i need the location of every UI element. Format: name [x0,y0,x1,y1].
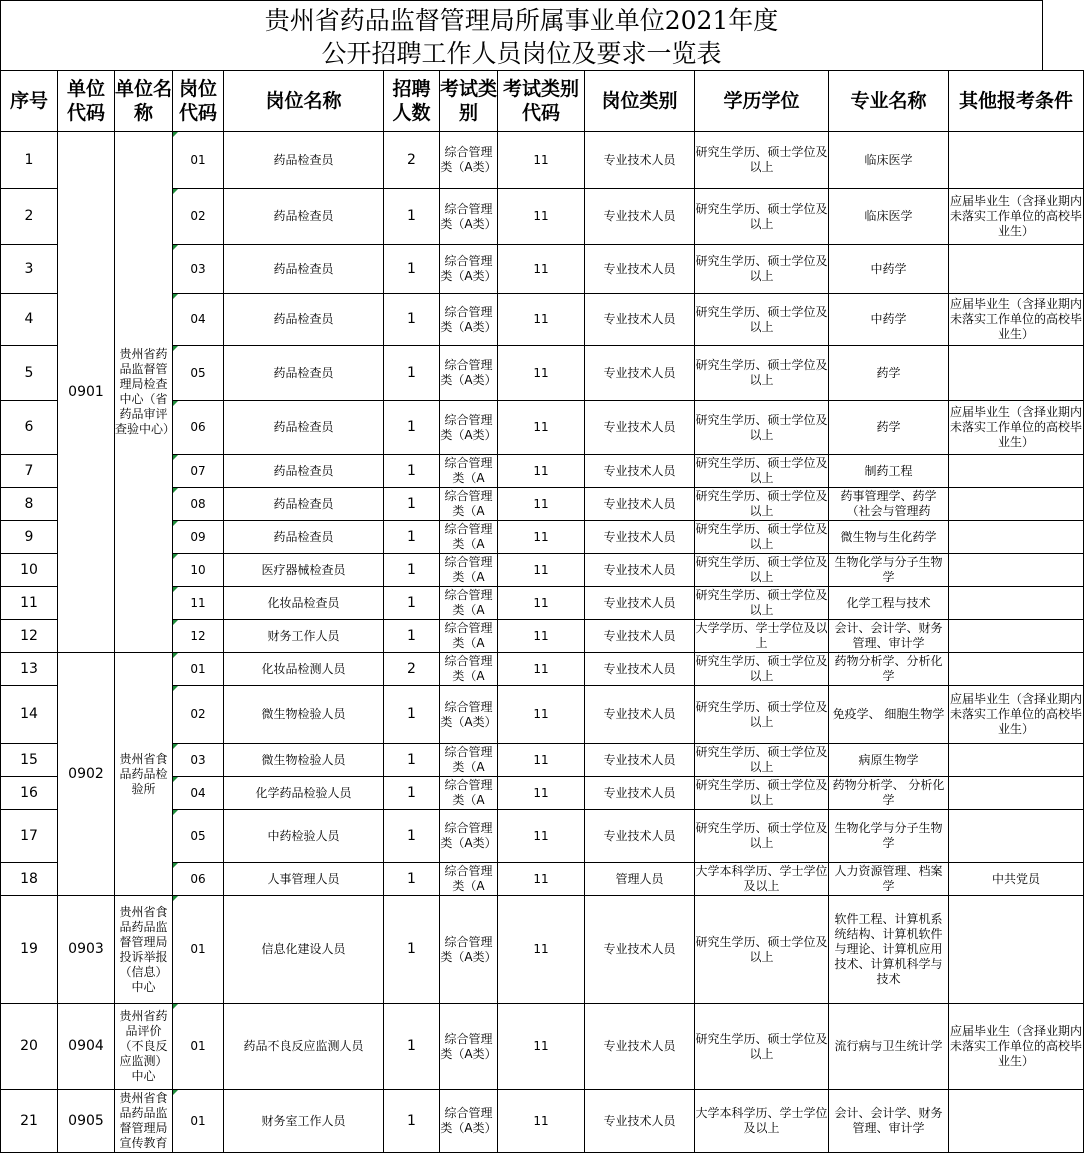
post-code-cell: 04 [173,777,224,810]
post-type-cell: 专业技术人员 [585,686,695,744]
exam-type-cell: 综合管理类（A类） [440,686,498,744]
post-code-cell: 06 [173,863,224,896]
unit-name-text: 贵州省食品药品检验所 [119,751,168,796]
post-code-cell: 11 [173,587,224,620]
degree-cell: 研究生学历、硕士学位及以上 [695,554,829,587]
post-name-cell: 药品检查员 [224,521,384,554]
post-name-cell: 药品检查员 [224,346,384,401]
other-requirements-cell [949,521,1084,554]
other-requirements-cell [949,744,1084,777]
major-cell: 药事管理学、药学（社会与管理药 [829,488,949,521]
post-code-cell: 03 [173,245,224,294]
degree-cell: 研究生学历、硕士学位及以上 [695,810,829,863]
post-code-cell: 10 [173,554,224,587]
other-requirements-cell [949,777,1084,810]
exam-code-cell: 11 [498,896,585,1004]
headcount-cell: 1 [384,587,440,620]
other-requirements-cell [949,488,1084,521]
post-code-cell: 01 [173,132,224,189]
post-type-cell: 管理人员 [585,863,695,896]
exam-type-cell: 综合管理类（A [440,653,498,686]
exam-code-cell: 11 [498,401,585,455]
post-type-cell: 专业技术人员 [585,653,695,686]
header-cell: 单位代码 [58,71,115,132]
other-requirements-cell [949,455,1084,488]
post-type-cell: 专业技术人员 [585,587,695,620]
exam-type-cell: 综合管理类（A类） [440,1004,498,1090]
header-cell: 学历学位 [695,71,829,132]
degree-cell: 研究生学历、硕士学位及以上 [695,686,829,744]
exam-type-cell: 综合管理类（A类） [440,401,498,455]
headcount-cell: 2 [384,653,440,686]
exam-type-cell: 综合管理类（A [440,744,498,777]
major-cell: 流行病与卫生统计学 [829,1004,949,1090]
post-name-cell: 人事管理人员 [224,863,384,896]
degree-cell: 研究生学历、硕士学位及以上 [695,587,829,620]
major-cell: 生物化学与分子生物学 [829,810,949,863]
exam-code-cell: 11 [498,554,585,587]
degree-cell: 大学本科学历、学士学位及以上 [695,863,829,896]
header-cell: 招聘人数 [384,71,440,132]
seq-cell: 2 [1,189,58,245]
other-requirements-cell [949,587,1084,620]
post-name-cell: 药品检查员 [224,455,384,488]
unit-name-text: 贵州省药品评价（不良反应监测）中心 [119,1009,168,1083]
exam-type-cell: 综合管理类（A [440,488,498,521]
seq-cell: 19 [1,896,58,1004]
post-type-cell: 专业技术人员 [585,189,695,245]
exam-code-cell: 11 [498,521,585,554]
exam-code-cell: 11 [498,810,585,863]
headcount-cell: 1 [384,1090,440,1153]
exam-code-cell: 11 [498,294,585,346]
major-cell: 药物分析学、分析化学 [829,653,949,686]
other-requirements-cell [949,653,1084,686]
seq-cell: 16 [1,777,58,810]
exam-type-cell: 综合管理类（A [440,863,498,896]
headcount-cell: 1 [384,1004,440,1090]
seq-cell: 11 [1,587,58,620]
post-name-cell: 药品检查员 [224,488,384,521]
headcount-cell: 1 [384,777,440,810]
unit-code-cell: 0905 [58,1090,115,1153]
other-requirements-cell [949,810,1084,863]
post-name-cell: 化妆品检测人员 [224,653,384,686]
post-name-cell: 中药检验人员 [224,810,384,863]
exam-code-cell: 11 [498,653,585,686]
header-row [1,71,1084,132]
post-type-cell: 专业技术人员 [585,132,695,189]
exam-type-cell: 综合管理类（A类） [440,294,498,346]
degree-cell: 研究生学历、硕士学位及以上 [695,1004,829,1090]
seq-cell: 17 [1,810,58,863]
post-type-cell: 专业技术人员 [585,810,695,863]
exam-code-cell: 11 [498,587,585,620]
post-code-cell: 05 [173,810,224,863]
title-line-1: 贵州省药品监督管理局所属事业单位2021年度 [264,6,779,35]
title-box [0,0,1043,71]
degree-cell: 研究生学历、硕士学位及以上 [695,401,829,455]
headcount-cell: 1 [384,554,440,587]
exam-code-cell: 11 [498,132,585,189]
headcount-cell: 1 [384,744,440,777]
headcount-cell: 1 [384,189,440,245]
other-requirements-cell [949,620,1084,653]
degree-cell: 大学学历、学士学位及以上 [695,620,829,653]
exam-code-cell: 11 [498,1004,585,1090]
exam-type-cell: 综合管理类（A类） [440,1090,498,1153]
seq-cell: 7 [1,455,58,488]
header-cell: 其他报考条件 [949,71,1084,132]
seq-cell: 15 [1,744,58,777]
headcount-cell: 2 [384,132,440,189]
post-name-cell: 药品检查员 [224,189,384,245]
major-cell: 会计、会计学、财务管理、审计学 [829,620,949,653]
table-row [1,1004,1084,1090]
major-cell: 会计、会计学、财务管理、审计学 [829,1090,949,1153]
other-requirements-cell [949,132,1084,189]
post-code-cell: 08 [173,488,224,521]
post-code-cell: 12 [173,620,224,653]
header-cell: 岗位类别 [585,71,695,132]
seq-cell: 3 [1,245,58,294]
post-type-cell: 专业技术人员 [585,777,695,810]
major-cell: 临床医学 [829,132,949,189]
degree-cell: 研究生学历、硕士学位及以上 [695,455,829,488]
post-code-cell: 04 [173,294,224,346]
unit-name-cell [115,132,176,653]
exam-code-cell: 11 [498,1090,585,1153]
post-code-cell: 07 [173,455,224,488]
exam-type-cell: 综合管理类（A [440,620,498,653]
other-requirements-cell: 应届毕业生（含择业期内未落实工作单位的高校毕业生） [949,401,1084,455]
major-cell: 临床医学 [829,189,949,245]
degree-cell: 研究生学历、硕士学位及以上 [695,488,829,521]
headcount-cell: 1 [384,896,440,1004]
post-type-cell: 专业技术人员 [585,521,695,554]
headcount-cell: 1 [384,521,440,554]
post-name-cell: 药品检查员 [224,401,384,455]
exam-type-cell: 综合管理类（A类） [440,896,498,1004]
table-row [1,896,1084,1004]
seq-cell: 8 [1,488,58,521]
headcount-cell: 1 [384,455,440,488]
unit-code-cell: 0903 [58,896,115,1004]
exam-type-cell: 综合管理类（A类） [440,132,498,189]
unit-code-cell: 0901 [58,132,115,653]
seq-cell: 13 [1,653,58,686]
major-cell: 药物分析学、 分析化学 [829,777,949,810]
header-cell: 专业名称 [829,71,949,132]
recruitment-table [0,70,1084,1153]
seq-cell: 12 [1,620,58,653]
seq-cell: 5 [1,346,58,401]
exam-type-cell: 综合管理类（A类） [440,245,498,294]
major-cell: 中药学 [829,245,949,294]
post-name-cell: 化学药品检验人员 [224,777,384,810]
post-name-cell: 药品不良反应监测人员 [224,1004,384,1090]
major-cell: 中药学 [829,294,949,346]
major-cell: 病原生物学 [829,744,949,777]
exam-type-cell: 综合管理类（A类） [440,189,498,245]
headcount-cell: 1 [384,810,440,863]
degree-cell: 研究生学历、硕士学位及以上 [695,521,829,554]
post-name-cell: 药品检查员 [224,132,384,189]
post-type-cell: 专业技术人员 [585,346,695,401]
unit-name-cell [115,1004,173,1090]
exam-type-cell: 综合管理类（A类） [440,346,498,401]
major-cell: 药学 [829,346,949,401]
degree-cell: 研究生学历、硕士学位及以上 [695,346,829,401]
post-name-cell: 药品检查员 [224,294,384,346]
headcount-cell: 1 [384,863,440,896]
header-cell: 单位名称 [115,71,173,132]
other-requirements-cell [949,896,1084,1004]
exam-code-cell: 11 [498,488,585,521]
unit-name-cell [115,653,173,896]
exam-type-cell: 综合管理类（A [440,587,498,620]
table-row [1,653,1084,686]
post-type-cell: 专业技术人员 [585,294,695,346]
post-type-cell: 专业技术人员 [585,1004,695,1090]
headcount-cell: 1 [384,346,440,401]
degree-cell: 研究生学历、硕士学位及以上 [695,132,829,189]
post-name-cell: 财务室工作人员 [224,1090,384,1153]
major-cell: 软件工程、计算机系统结构、计算机软件与理论、计算机应用技术、计算机科学与技术 [829,896,949,1004]
header-cell: 岗位名称 [224,71,384,132]
other-requirements-cell [949,1090,1084,1153]
exam-code-cell: 11 [498,346,585,401]
degree-cell: 研究生学历、硕士学位及以上 [695,896,829,1004]
unit-name-text: 贵州省药品监督管理局检查中心（省药品审评查验中心） [115,347,176,436]
seq-cell: 18 [1,863,58,896]
table-body [1,132,1084,1153]
exam-code-cell: 11 [498,863,585,896]
unit-name-text: 贵州省食品药品监督管理局宣传教育 [119,1091,168,1150]
other-requirements-cell: 应届毕业生（含择业期内未落实工作单位的高校毕业生） [949,1004,1084,1090]
seq-cell: 9 [1,521,58,554]
post-code-cell: 02 [173,686,224,744]
headcount-cell: 1 [384,488,440,521]
post-name-cell: 财务工作人员 [224,620,384,653]
headcount-cell: 1 [384,245,440,294]
table-row [1,132,1084,189]
seq-cell: 10 [1,554,58,587]
degree-cell: 研究生学历、硕士学位及以上 [695,294,829,346]
degree-cell: 研究生学历、硕士学位及以上 [695,245,829,294]
other-requirements-cell: 应届毕业生（含择业期内未落实工作单位的高校毕业生） [949,189,1084,245]
headcount-cell: 1 [384,686,440,744]
header-cell: 岗位代码 [173,71,224,132]
exam-type-cell: 综合管理类（A类） [440,810,498,863]
post-code-cell: 01 [173,896,224,1004]
post-name-cell: 微生物检验人员 [224,744,384,777]
unit-name-cell [115,1090,173,1153]
other-requirements-cell [949,554,1084,587]
post-type-cell: 专业技术人员 [585,554,695,587]
seq-cell: 21 [1,1090,58,1153]
seq-cell: 20 [1,1004,58,1090]
major-cell: 制药工程 [829,455,949,488]
other-requirements-cell [949,346,1084,401]
post-type-cell: 专业技术人员 [585,245,695,294]
unit-code-cell: 0904 [58,1004,115,1090]
major-cell: 人力资源管理、档案学 [829,863,949,896]
headcount-cell: 1 [384,620,440,653]
unit-code-cell: 0902 [58,653,115,896]
post-code-cell: 02 [173,189,224,245]
degree-cell: 研究生学历、硕士学位及以上 [695,744,829,777]
post-code-cell: 06 [173,401,224,455]
post-name-cell: 医疗器械检查员 [224,554,384,587]
degree-cell: 研究生学历、硕士学位及以上 [695,777,829,810]
seq-cell: 14 [1,686,58,744]
post-name-cell: 药品检查员 [224,245,384,294]
post-name-cell: 微生物检验人员 [224,686,384,744]
degree-cell: 大学本科学历、学士学位及以上 [695,1090,829,1153]
other-requirements-cell: 应届毕业生（含择业期内未落实工作单位的高校毕业生） [949,686,1084,744]
exam-type-cell: 综合管理类（A [440,521,498,554]
post-name-cell: 信息化建设人员 [224,896,384,1004]
seq-cell: 1 [1,132,58,189]
major-cell: 生物化学与分子生物学 [829,554,949,587]
title-line-2: 公开招聘工作人员岗位及要求一览表 [321,39,722,68]
exam-code-cell: 11 [498,189,585,245]
exam-code-cell: 11 [498,455,585,488]
post-code-cell: 09 [173,521,224,554]
header-cell: 考试类别代码 [498,71,585,132]
seq-cell: 4 [1,294,58,346]
exam-type-cell: 综合管理类（A [440,777,498,810]
header-cell: 序号 [1,71,58,132]
post-type-cell: 专业技术人员 [585,401,695,455]
header-cell: 考试类别 [440,71,498,132]
post-code-cell: 01 [173,1004,224,1090]
other-requirements-cell: 应届毕业生（含择业期内未落实工作单位的高校毕业生） [949,294,1084,346]
major-cell: 免疫学、 细胞生物学 [829,686,949,744]
post-type-cell: 专业技术人员 [585,1090,695,1153]
post-type-cell: 专业技术人员 [585,488,695,521]
exam-code-cell: 11 [498,245,585,294]
degree-cell: 研究生学历、硕士学位及以上 [695,189,829,245]
major-cell: 药学 [829,401,949,455]
exam-type-cell: 综合管理类（A [440,554,498,587]
seq-cell: 6 [1,401,58,455]
exam-code-cell: 11 [498,686,585,744]
unit-name-cell [115,896,173,1004]
post-code-cell: 01 [173,1090,224,1153]
exam-type-cell: 综合管理类（A [440,455,498,488]
post-code-cell: 03 [173,744,224,777]
unit-name-text: 贵州省食品药品监督管理局投诉举报（信息）中心 [119,904,168,994]
major-cell: 化学工程与技术 [829,587,949,620]
degree-cell: 研究生学历、硕士学位及以上 [695,653,829,686]
headcount-cell: 1 [384,401,440,455]
other-requirements-cell [949,245,1084,294]
post-type-cell: 专业技术人员 [585,455,695,488]
post-type-cell: 专业技术人员 [585,744,695,777]
table-row [1,1090,1084,1153]
other-requirements-cell: 中共党员 [949,863,1084,896]
exam-code-cell: 11 [498,777,585,810]
headcount-cell: 1 [384,294,440,346]
post-code-cell: 05 [173,346,224,401]
post-name-cell: 化妆品检查员 [224,587,384,620]
exam-code-cell: 11 [498,744,585,777]
exam-code-cell: 11 [498,620,585,653]
post-code-cell: 01 [173,653,224,686]
post-type-cell: 专业技术人员 [585,620,695,653]
major-cell: 微生物与生化药学 [829,521,949,554]
post-type-cell: 专业技术人员 [585,896,695,1004]
